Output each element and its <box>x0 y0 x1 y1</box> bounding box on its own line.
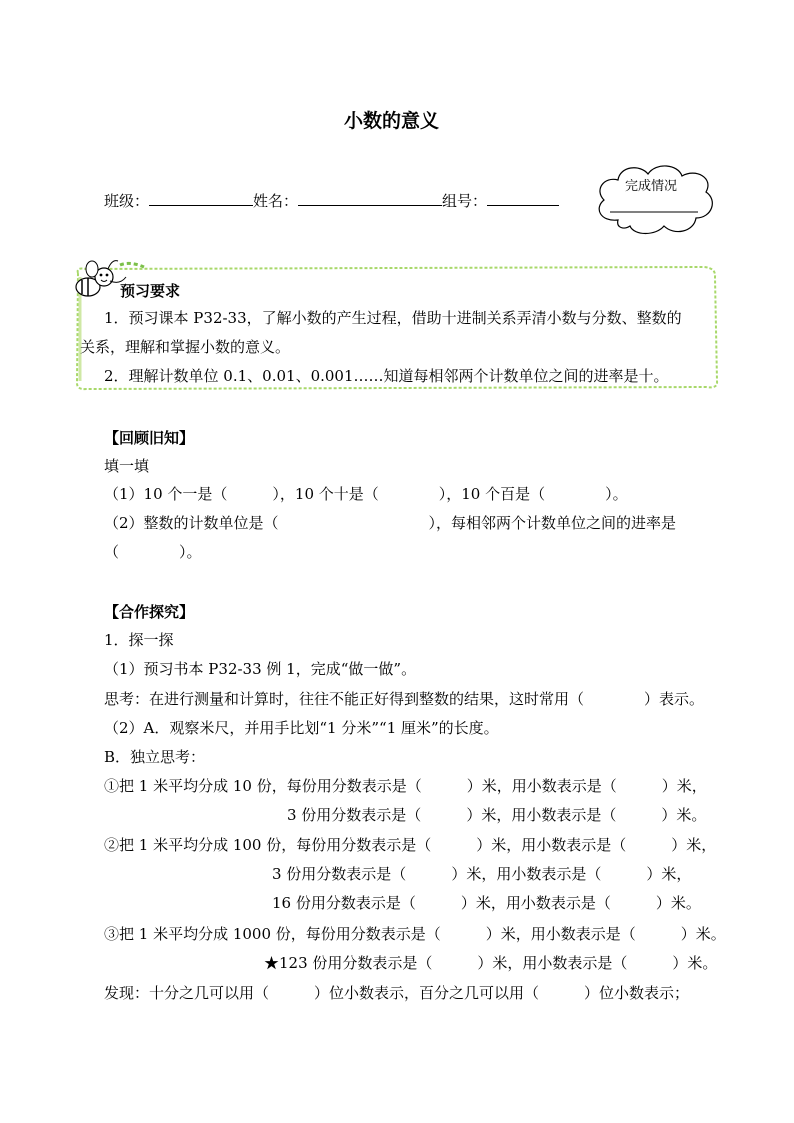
explore-line-6: ①把 1 米平均分成 10 份，每份用分数表示是（ ）米，用小数表示是（ ）米， <box>104 777 707 795</box>
explore-line-10: 16 份用分数表示是（ ）米，用小数表示是（ ）米。 <box>272 894 701 912</box>
page-title: 小数的意义 <box>344 110 440 132</box>
class-label: 班级： <box>104 192 150 210</box>
group-blank[interactable] <box>487 190 559 206</box>
name-blank[interactable] <box>298 190 442 206</box>
class-blank[interactable] <box>149 190 253 206</box>
explore-line-2: （1）预习书本 P32-33 例 1，完成“做一做”。 <box>104 660 417 678</box>
explore-line-8: ②把 1 米平均分成 100 份，每份用分数表示是（ ）米，用小数表示是（ ）米， <box>104 836 717 854</box>
preview-heading: 预习要求 <box>120 282 181 300</box>
review-q2b: （ ）。 <box>104 543 202 561</box>
explore-line-5: B．独立思考： <box>104 748 206 766</box>
explore-line-12: ★123 份用分数表示是（ ）米，用小数表示是（ ）米。 <box>264 954 718 972</box>
review-q2a: （2）整数的计数单位是（ ），每相邻两个计数单位之间的进率是 <box>104 514 677 532</box>
explore-line-7: 3 份用分数表示是（ ）米，用小数表示是（ ）米。 <box>287 806 707 824</box>
review-heading: 【回顾旧知】 <box>104 429 195 447</box>
cloud-icon <box>590 160 720 240</box>
explore-line-9: 3 份用分数表示是（ ）米，用小数表示是（ ）米， <box>272 865 692 883</box>
preview-item-1b: 关系，理解和掌握小数的意义。 <box>80 338 291 356</box>
preview-item-2: 2．理解计数单位 0.1、0.01、0.001……知道每相邻两个计数单位之间的进率是十。 <box>104 367 669 385</box>
name-label: 姓名： <box>253 192 299 210</box>
info-row <box>104 190 559 211</box>
review-q1: （1）10 个一是（ ），10 个十是（ ），10 个百是（ ）。 <box>104 485 628 503</box>
review-sub: 填一填 <box>104 457 150 475</box>
cloud-label: 完成情况 <box>625 179 678 194</box>
completion-cloud <box>590 160 720 240</box>
explore-line-1: 1．探一探 <box>104 631 174 649</box>
group-label: 组号： <box>442 192 488 210</box>
preview-item-1a: 1．预习课本 P32-33，了解小数的产生过程，借助十进制关系弄清小数与分数、整数的 <box>104 309 682 327</box>
explore-line-4: （2）A．观察米尺，并用手比划“1 分米”“1 厘米”的长度。 <box>104 719 499 737</box>
explore-line-13: 发现：十分之几可以用（ ）位小数表示，百分之几可以用（ ）位小数表示； <box>104 984 690 1002</box>
explore-line-3: 思考：在进行测量和计算时，往往不能正好得到整数的结果，这时常用（ ）表示。 <box>104 690 705 708</box>
explore-heading: 【合作探究】 <box>104 603 195 621</box>
explore-line-11: ③把 1 米平均分成 1000 份，每份用分数表示是（ ）米，用小数表示是（ ）米。 <box>104 925 726 943</box>
